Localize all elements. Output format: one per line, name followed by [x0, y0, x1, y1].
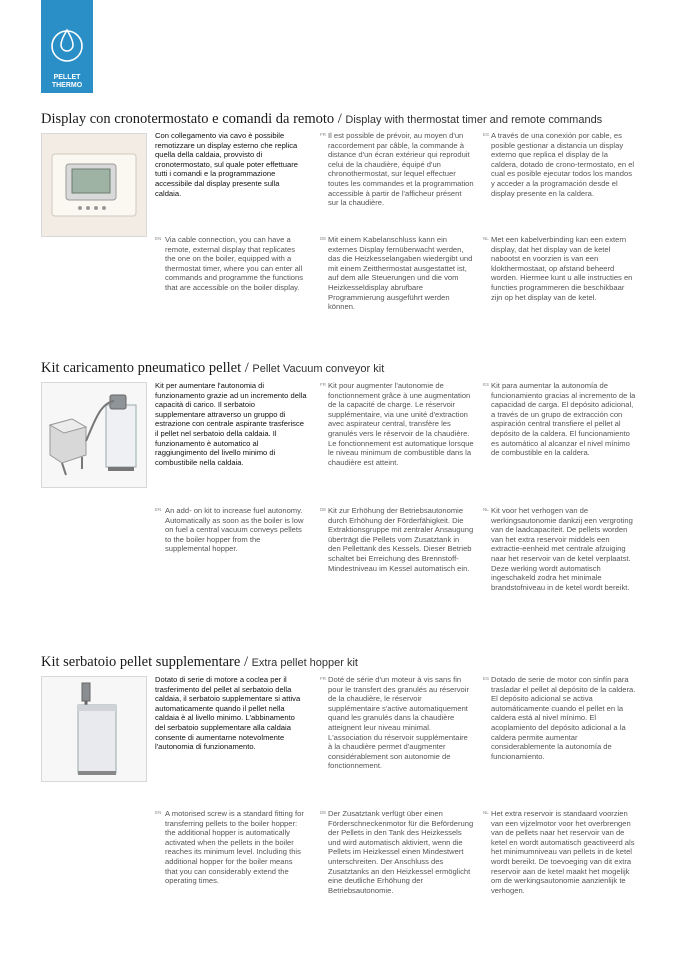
section3-text-it: Dotato di serie di motore a coclea per il trasferimento del pellet al serbatoio della caldaia, il serbatoio supplementare si attiva automaticamente quando il pellet nella caldaia è al livello minimo. L'abbinamento del serbatoio supplementare alla caldaia consente di aumentarne notevolmente l'autonomia di funzionamento.: [155, 675, 301, 752]
lang-tag-nl: NL: [483, 810, 489, 815]
badge-line-2: THERMO: [51, 82, 83, 89]
section-title-it: Kit caricamento pneumatico pellet: [41, 360, 242, 376]
section1-text-fr: Il est possible de prévoir, au moyen d'un raccordement par câble, la commande à distance d'un écran extérieur qui reproduit celui de la chaudière, équipé d'un chronothermostat, sur lequel effectuer toutes les commandes et la programmation accessible à partir de l'afficheur présent sur la chaudière.: [328, 131, 474, 208]
lang-tag-es: ES: [483, 676, 490, 681]
section1-text-es: A través de una conexión por cable, es posible gestionar a distancia un display externo que replica el display de la caldera, dotado de crono-termostato, en el cual es posible ejecutar todos los mandos y acceder a la programación desde el display presente en la caldera.: [491, 131, 635, 198]
lang-tag-de: DE: [320, 810, 327, 815]
lang-tag-en: EN: [155, 810, 162, 815]
lang-tag-de: DE: [320, 507, 327, 512]
section2-text-nl: Kit voor het verhogen van de werkingsautonomie dankzij een vergroting van de laadcapaciteit. De pellets worden van het extra reservoir middels een extractie-eenheid met centrale afzuiging naar het reservoir van de ketel verplaatst. Deze werking wordt automatisch ingeschakeld zodra het minimale brandstofniveau in de ketel wordt bereikt.: [491, 506, 633, 592]
section3-text-es: Dotado de serie de motor con sinfín para trasladar el pellet al depósito de la caldera. El depósito adicional se activa automáticamente cuando el pellet en la caldera está al nivel mínimo. El acoplamiento del depósito adicional a la caldera permite aumentar considerablemente la autonomía de funcionamiento.: [491, 675, 636, 761]
lang-tag-fr: FR: [320, 676, 326, 681]
section3-text-nl: Het extra reservoir is standaard voorzien van een vijzelmotor voor het overbrengen van de pellets naar het reservoir van de ketel en wordt automatisch geactiveerd als het minimumniveau van pellets in de ketel wordt bereikt. De toevoeging van dit extra reservoir aan de ketel maakt het mogelijk om de werkingsautonomie aanzienlijk te verhogen.: [491, 809, 635, 895]
section-title-en: Display with thermostat timer and remote commands: [345, 114, 603, 126]
section-title-hopper: Kit serbatoio pellet supplementare / Extra pellet hopper kit: [41, 654, 358, 670]
pellet-thermo-badge: [41, 0, 93, 93]
lang-tag-nl: NL: [483, 507, 489, 512]
lang-tag-nl: NL: [483, 236, 489, 241]
section1-text-it: Con collegamento via cavo è possibile remotizzare un display esterno che replica quella della caldaia, provvisto di cronotermostato, sul quale poter effettuare tutti i comandi e la programmazione accessibile dal display presente sulla caldaia.: [155, 131, 298, 198]
section-title-en: Extra pellet hopper kit: [251, 657, 358, 669]
lang-tag-es: ES: [483, 382, 490, 387]
lang-tag-es: ES: [483, 132, 490, 137]
section3-text-en: A motorised screw is a standard fitting for transferring pellets to the boiler hopper: the additional hopper is automatically activated when the pellets in the boiler reaches its minimum level. Including this additional hopper for the boiler means that you can considerably extend the operating times.: [165, 809, 304, 886]
section2-text-de: Kit zur Erhöhung der Betriebsautonomie durch Erhöhung der Förderfähigkeit. Die Extraktionsgruppe mit zentraler Ansaugung überträgt die Pellets vom Zusatztank in den Pellettank des Kessels. Dieser Betrieb schaltet bei Erreichung des Brennstoff-Mindestniveau im Kessel automatisch ein.: [328, 506, 474, 573]
section-title-display: Display con cronotermostato e comandi da remoto / Display with thermostat timer and remote commands: [41, 111, 603, 127]
section1-text-en: Via cable connection, you can have a remote, external display that replicates the one on the boiler, equipped with a thermostat timer, where you can enter all commands and programme the functions that are accessible on the boiler display.: [165, 235, 304, 292]
section2-text-it: Kit per aumentare l'autonomia di funzionamento grazie ad un incremento della capacità di carico. Il serbatoio supplementare attraverso un gruppo di estrazione con centrale aspirante trasferisce il pellet nel serbatoio della caldaia. Il funzionamento è automatico al raggiungimento del livello minimo di combustibile nella caldaia.: [155, 381, 307, 467]
section2-text-es: Kit para aumentar la autonomía de funcionamiento gracias al incremento de la capacidad de carga. El depósito adicional, a través de un grupo de extracción con aspiración central transfiere el pellet al depósito de la caldera. El funcionamiento es automático al alcanzar el nivel mínimo de combustible en la caldera.: [491, 381, 636, 458]
section3-text-de: Der Zusatztank verfügt über einen Förderschneckenmotor für die Beförderung der Pellets in den Tank des Heizkessels und wird automatisch aktiviert, wenn die Pellets im Heizkessel einen Mindestwert unterschreiten. Der Anschluss des Zusatztanks an den Heizkessel ermöglicht eine deutliche Erhöhung der Betriebsautonomie.: [328, 809, 474, 895]
section-title-vacuum: Kit caricamento pneumatico pellet / Pellet Vacuum conveyor kit: [41, 360, 385, 376]
lang-tag-fr: FR: [320, 382, 326, 387]
badge-label: [41, 74, 93, 90]
section-title-en: Pellet Vacuum conveyor kit: [252, 363, 385, 375]
lang-tag-de: DE: [320, 236, 327, 241]
section-title-it: Kit serbatoio pellet supplementare: [41, 654, 241, 670]
section1-text-de: Mit einem Kabelanschluss kann ein externes Display fernüberwacht werden, das die Heizkesselangaben wiedergibt und mit einem Zeitthermostat ausgestattet ist, auf dem alle Steuerungen und die vom Heizkesseldisplay abrufbare Programmierung ausgeführt werden können.: [328, 235, 473, 312]
badge-line-1: PELLET: [53, 74, 81, 81]
section1-text-nl: Met een kabelverbinding kan een extern display, dat het display van de ketel nabootst en voorzien is van een klokthermostaat, op afstand beheerd worden. Hiermee kunt u alle instructies en functies programmeren die beschikbaar zijn op het display van de ketel.: [491, 235, 633, 302]
section3-text-fr: Doté de série d'un moteur à vis sans fin pour le transfert des granulés au réservoir de la chaudière, le réservoir supplémentaire s'active automatiquement quand les granulés dans la chaudière atteignent leur niveau minimal. L'association du réservoir supplémentaire à la chaudière permet d'augmenter considérablement son autonomie de fonctionnement.: [328, 675, 469, 771]
display-photo: [41, 133, 147, 237]
section2-text-en: An add- on kit to increase fuel autonomy. Automatically as soon as the boiler is low on fuel a central vacuum conveys pellets to the boiler hopper from the supplemental hopper.: [165, 506, 304, 554]
lang-tag-fr: FR: [320, 132, 326, 137]
section-title-it: Display con cronotermostato e comandi da remoto: [41, 111, 335, 127]
hopper-kit-photo: [41, 676, 147, 782]
lang-tag-en: EN: [155, 507, 162, 512]
water-drop-icon: [51, 20, 83, 64]
section2-text-fr: Kit pour augmenter l'autonomie de fonctionnement grâce à une augmentation de la capacité de charge. Le réservoir supplémentaire, via une unité d'extraction avec aspirateur central, transfère les granulés vers le réservoir de la chaudière. Le fonctionnement est automatique lorsque le niveau minimum de combustible dans la chaudière est atteint.: [328, 381, 474, 467]
lang-tag-en: EN: [155, 236, 162, 241]
vacuum-kit-photo: [41, 382, 147, 488]
